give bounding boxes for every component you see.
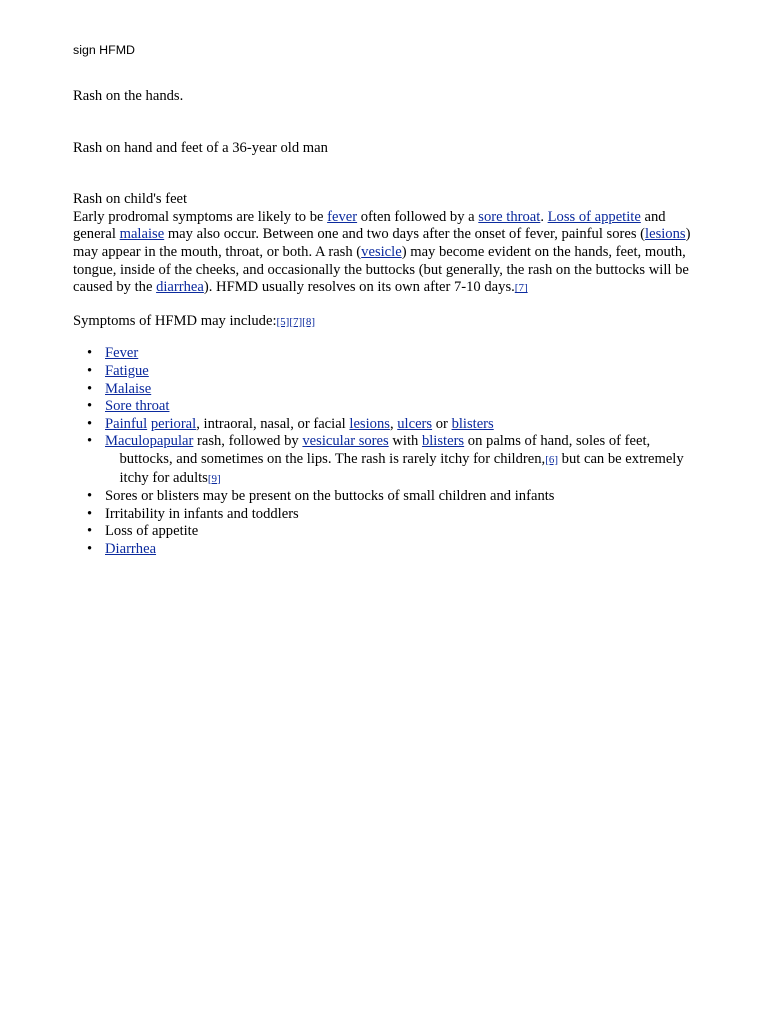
bullet-icon: •: [87, 523, 93, 540]
bullet-icon: •: [87, 488, 93, 505]
reference-link-9[interactable]: [9]: [207, 472, 221, 485]
paragraph-text: often followed by a: [357, 208, 479, 225]
reference-link-8[interactable]: [8]: [302, 315, 315, 328]
caption-rash-hand-feet: Rash on hand and feet of a 36-year old man: [73, 139, 328, 156]
bullet-icon: •: [87, 345, 93, 362]
link-malaise-item[interactable]: Malaise: [105, 380, 152, 397]
list-item-text: Loss of appetite: [105, 523, 199, 540]
paragraph-text: Early prodromal symptoms are likely to be: [73, 208, 328, 225]
list-item-text: on palms of hand, soles of feet, buttocks, and sometimes on the lips. The rash is rarely itchy for children,: [119, 433, 651, 467]
list-item: [87, 523, 695, 541]
caption-rash-child-feet: Rash on child's feet: [73, 191, 188, 208]
list-item-text: with: [388, 433, 422, 450]
list-item: • Maculopapular rash, followed by vesicular sores with blisters on palms of hand, soles of feet, buttocks, and sometimes on the lips. The rash is rarely itchy for children,[6] but can be extremely itchy for adults[9]: [87, 433, 684, 486]
caption-rash-hands: Rash on the hands.: [73, 88, 184, 104]
paragraph-text: .: [540, 208, 548, 225]
list-item-text: but can be extremely itchy for adults: [119, 450, 684, 486]
link-fever[interactable]: fever: [327, 208, 358, 225]
symptoms-intro: [73, 313, 695, 332]
link-diarrhea[interactable]: diarrhea: [156, 279, 204, 296]
paragraph-text: ) may become evident on the hands, feet, mouth, tongue, inside of the cheeks, and occasionally the buttocks (but generally, the rash on the buttocks will be caused by the: [73, 243, 689, 296]
reference-link-6[interactable]: [6]: [545, 453, 559, 466]
list-item-text: Irritability in infants and toddlers: [105, 505, 299, 522]
link-painful[interactable]: Painful: [105, 415, 148, 432]
list-item-text: , intraoral, nasal, or facial: [196, 415, 350, 432]
link-lesions[interactable]: lesions: [645, 226, 686, 243]
link-sore-throat-item[interactable]: Sore throat: [105, 398, 170, 415]
symptoms-intro-text: Symptoms of HFMD may include:: [73, 312, 277, 329]
bullet-icon: •: [87, 398, 93, 415]
link-diarrhea-item[interactable]: Diarrhea: [105, 540, 157, 557]
link-loss-of-appetite[interactable]: Loss of appetite: [547, 208, 641, 225]
list-item-text: ,: [389, 415, 398, 432]
paragraph-text: ) may appear in the mouth, throat, or both. A rash (: [73, 226, 691, 260]
list-item: [87, 505, 695, 524]
bullet-icon: •: [87, 362, 93, 379]
reference-link-7[interactable]: [7]: [289, 315, 303, 328]
list-item: [87, 362, 695, 381]
symptom-list: [73, 345, 695, 558]
link-sore-throat[interactable]: sore throat: [478, 208, 541, 225]
link-ulcers[interactable]: ulcers: [397, 415, 433, 432]
list-item: [87, 488, 695, 506]
list-item: [87, 540, 695, 559]
list-item: [87, 398, 695, 416]
list-item: [87, 345, 695, 363]
link-blisters-2[interactable]: blisters: [421, 433, 465, 450]
link-malaise[interactable]: malaise: [119, 226, 165, 243]
link-fever-item[interactable]: Fever: [105, 345, 139, 362]
reference-link-7[interactable]: [7]: [514, 282, 528, 295]
bullet-icon: •: [87, 380, 93, 397]
bullet-icon: •: [87, 540, 93, 557]
bullet-icon: •: [87, 415, 93, 432]
reference-link-5[interactable]: [5]: [276, 315, 290, 328]
list-item-text: or: [432, 415, 452, 432]
list-item-text: rash, followed by: [193, 433, 303, 450]
paragraph-text: may also occur. Between one and two days after the onset of fever, painful sores (: [164, 226, 646, 243]
page-title: sign HFMD: [73, 43, 135, 57]
link-maculopapular[interactable]: Maculopapular: [105, 433, 194, 450]
paragraph-text: ). HFMD usually resolves on its own after 7-10 days.: [203, 279, 515, 296]
bullet-icon: •: [87, 505, 93, 522]
list-item: [87, 380, 695, 399]
link-fatigue[interactable]: Fatigue: [105, 362, 149, 379]
symptoms-paragraph: [73, 209, 695, 298]
list-item: [87, 415, 695, 434]
link-lesions-item[interactable]: lesions: [349, 415, 390, 432]
link-blisters[interactable]: blisters: [451, 415, 494, 432]
paragraph-text: and general: [73, 208, 666, 243]
link-perioral[interactable]: perioral: [150, 415, 197, 432]
link-vesicular-sores[interactable]: vesicular sores: [302, 433, 389, 450]
list-item-text: Sores or blisters may be present on the buttocks of small children and infants: [105, 488, 555, 505]
link-vesicle[interactable]: vesicle: [361, 243, 402, 260]
